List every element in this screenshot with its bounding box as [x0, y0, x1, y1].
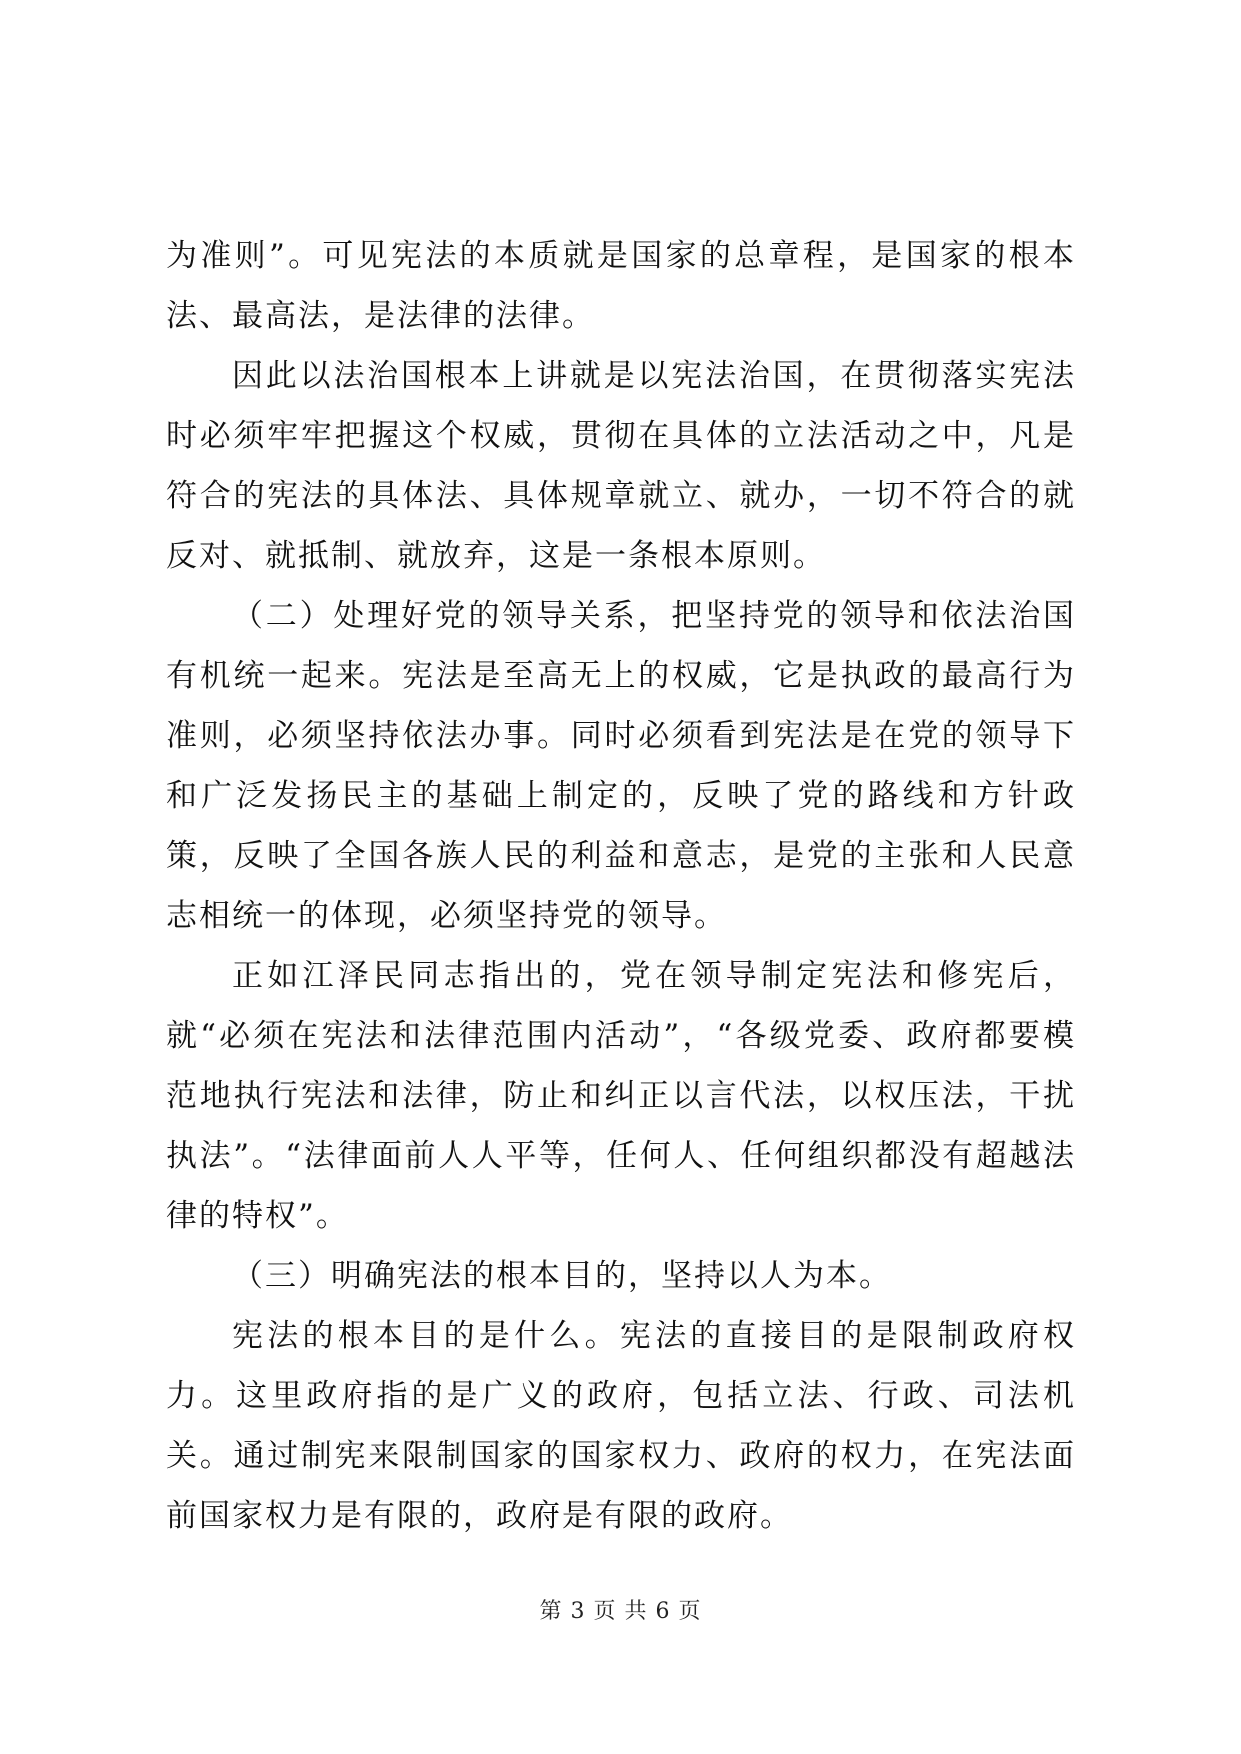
- paragraph-section-three-heading: （三）明确宪法的根本目的，坚持以人为本。: [232, 1258, 892, 1294]
- paragraph-section-two: （二）处理好党的领导关系，把坚持党的领导和依法治国有机统一起来。宪法是至高无上的权威，它是执政的最高行为准则，必须坚持依法办事。同时必须看到宪法是在党的领导下和广泛发扬民主的基础上制定的，反映了党的路线和方针政策，反映了全国各族人民的利益和意志，是党的主张和人民意志相统一的体现，必须坚持党的领导。: [166, 598, 1076, 934]
- paragraph-rule-of-law: 因此以法治国根本上讲就是以宪法治国，在贯彻落实宪法时必须牢牢把握这个权威，贯彻在具体的立法活动之中，凡是符合的宪法的具体法、具体规章就立、就办，一切不符合的就反对、就抵制、就放弃，这是一条根本原则。: [166, 358, 1076, 574]
- page-number-footer: 第 3 页 共 6 页: [539, 1599, 702, 1624]
- paragraph-fundamental-purpose: 宪法的根本目的是什么。宪法的直接目的是限制政府权力。这里政府指的是广义的政府，包括立法、行政、司法机关。通过制宪来限制国家的国家权力、政府的权力，在宪法面前国家权力是有限的，政府是有限的政府。: [166, 1318, 1076, 1534]
- document-body: [166, 226, 1076, 1546]
- paragraph-continuation: 为准则”。可见宪法的本质就是国家的总章程，是国家的根本法、最高法，是法律的法律。: [166, 238, 1076, 334]
- paragraph-jiang-quote: 正如江泽民同志指出的，党在领导制定宪法和修宪后，就“必须在宪法和法律范围内活动”，“各级党委、政府都要模范地执行宪法和法律，防止和纠正以言代法，以权压法，干扰执法”。“法律面前人人平等，任何人、任何组织都没有超越法律的特权”。: [166, 958, 1076, 1234]
